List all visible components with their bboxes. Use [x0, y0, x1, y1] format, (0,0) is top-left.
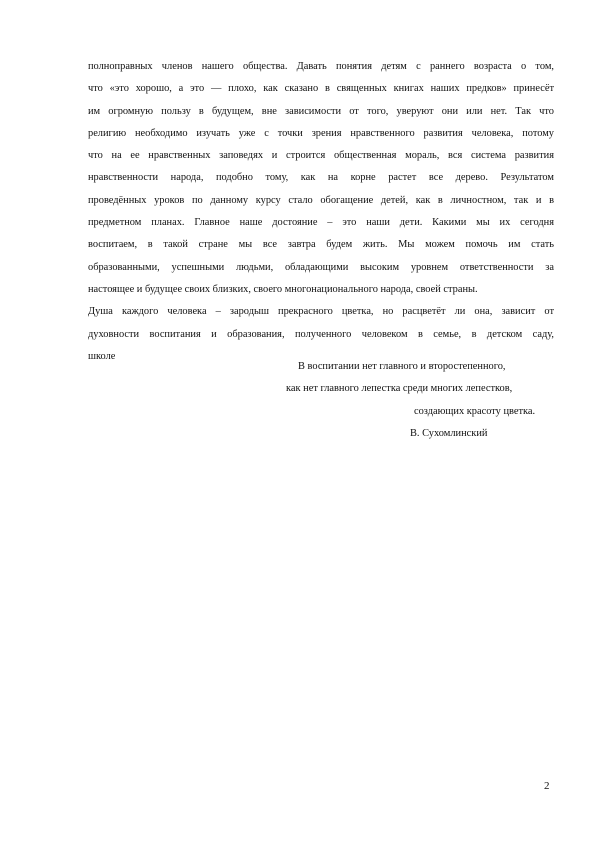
text-line: Душа каждого человека – зародыш прекрасного цветка, но расцветёт ли она, зависит от — [88, 306, 554, 318]
text-line: предметном планах. Главное наше достояние – это наши дети. Какими мы их сегодня — [88, 217, 554, 229]
text-line: нравственности народа, подобно тому, как на корне растет все дерево. Результатом — [88, 172, 554, 184]
text-line: проведённых уроков по данному курсу стало обогащение детей, как в личностном, так и в — [88, 194, 554, 206]
epigraph-line: как нет главного лепестка среди многих лепестков, — [286, 383, 513, 395]
text-line: что на ее нравственных заповедях и строится общественная мораль, вся система развития — [88, 150, 554, 162]
text-line: полноправных членов нашего общества. Давать понятия детям с раннего возраста о том, — [88, 61, 554, 72]
text-line: религию необходимо изучать уже с точки зрения нравственного развития человека, потому — [88, 127, 554, 139]
text-line: образованными, успешными людьми, обладающими высоким уровнем ответственности за — [88, 261, 554, 273]
text-line: им огромную пользу в будущем, вне зависимости от того, уверуют они или нет. Так что — [88, 105, 554, 117]
text-line: духовности воспитания и образования, полученного человеком в семье, в детском саду, — [88, 328, 554, 340]
epigraph-line: создающих красоту цветка. — [414, 405, 536, 417]
epigraph-author: В. Сухомлинский — [410, 427, 488, 439]
epigraph-line: В воспитании нет главного и второстепенного, — [298, 361, 506, 372]
body-text — [88, 56, 554, 368]
text-line: школе — [88, 350, 116, 362]
text-line: что «это хорошо, а это — плохо, как сказано в священных книгах наших предков» принесёт — [88, 83, 554, 95]
page-number: 2 — [544, 780, 550, 792]
text-line: воспитаем, в такой стране мы все завтра будем жить. Мы можем помочь им стать — [88, 239, 554, 251]
text-line: настоящее и будущее своих близких, своего многонационального народа, своей страны. — [88, 283, 478, 295]
